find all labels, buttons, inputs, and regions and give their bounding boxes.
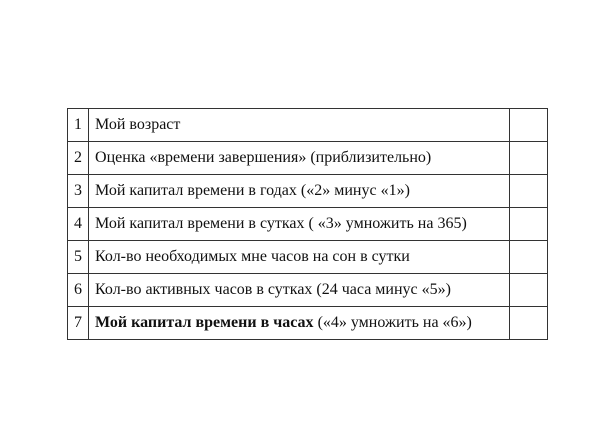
- row-description: [89, 307, 510, 340]
- row-description: Мой возраст: [89, 109, 510, 142]
- table-row: [68, 109, 548, 142]
- answer-cell[interactable]: [509, 241, 547, 274]
- row-description: Кол-во необходимых мне часов на сон в сутки: [89, 241, 510, 274]
- table-row: [68, 208, 548, 241]
- row-number: 5: [68, 241, 89, 274]
- row-description: Мой капитал времени в сутках ( «3» умножить на 365): [89, 208, 510, 241]
- row-description: Кол-во активных часов в сутках (24 часа минус «5»): [89, 274, 510, 307]
- answer-cell[interactable]: [509, 274, 547, 307]
- row-number: 2: [68, 142, 89, 175]
- table-row: [68, 307, 548, 340]
- row-description: Мой капитал времени в годах («2» минус «1»): [89, 175, 510, 208]
- answer-cell[interactable]: [509, 142, 547, 175]
- answer-cell[interactable]: [509, 175, 547, 208]
- row-description-bold: Мой капитал времени в часах: [95, 314, 314, 331]
- table-row: [68, 274, 548, 307]
- row-number: 7: [68, 307, 89, 340]
- row-number: 1: [68, 109, 89, 142]
- answer-cell[interactable]: [509, 109, 547, 142]
- time-capital-table: [67, 108, 548, 340]
- row-description-rest: («4» умножить на «6»): [313, 314, 472, 331]
- row-description: Оценка «времени завершения» (приблизительно): [89, 142, 510, 175]
- table-row: [68, 175, 548, 208]
- row-number: 4: [68, 208, 89, 241]
- answer-cell[interactable]: [509, 307, 547, 340]
- table-row: [68, 241, 548, 274]
- table-row: [68, 142, 548, 175]
- row-number: 3: [68, 175, 89, 208]
- row-number: 6: [68, 274, 89, 307]
- answer-cell[interactable]: [509, 208, 547, 241]
